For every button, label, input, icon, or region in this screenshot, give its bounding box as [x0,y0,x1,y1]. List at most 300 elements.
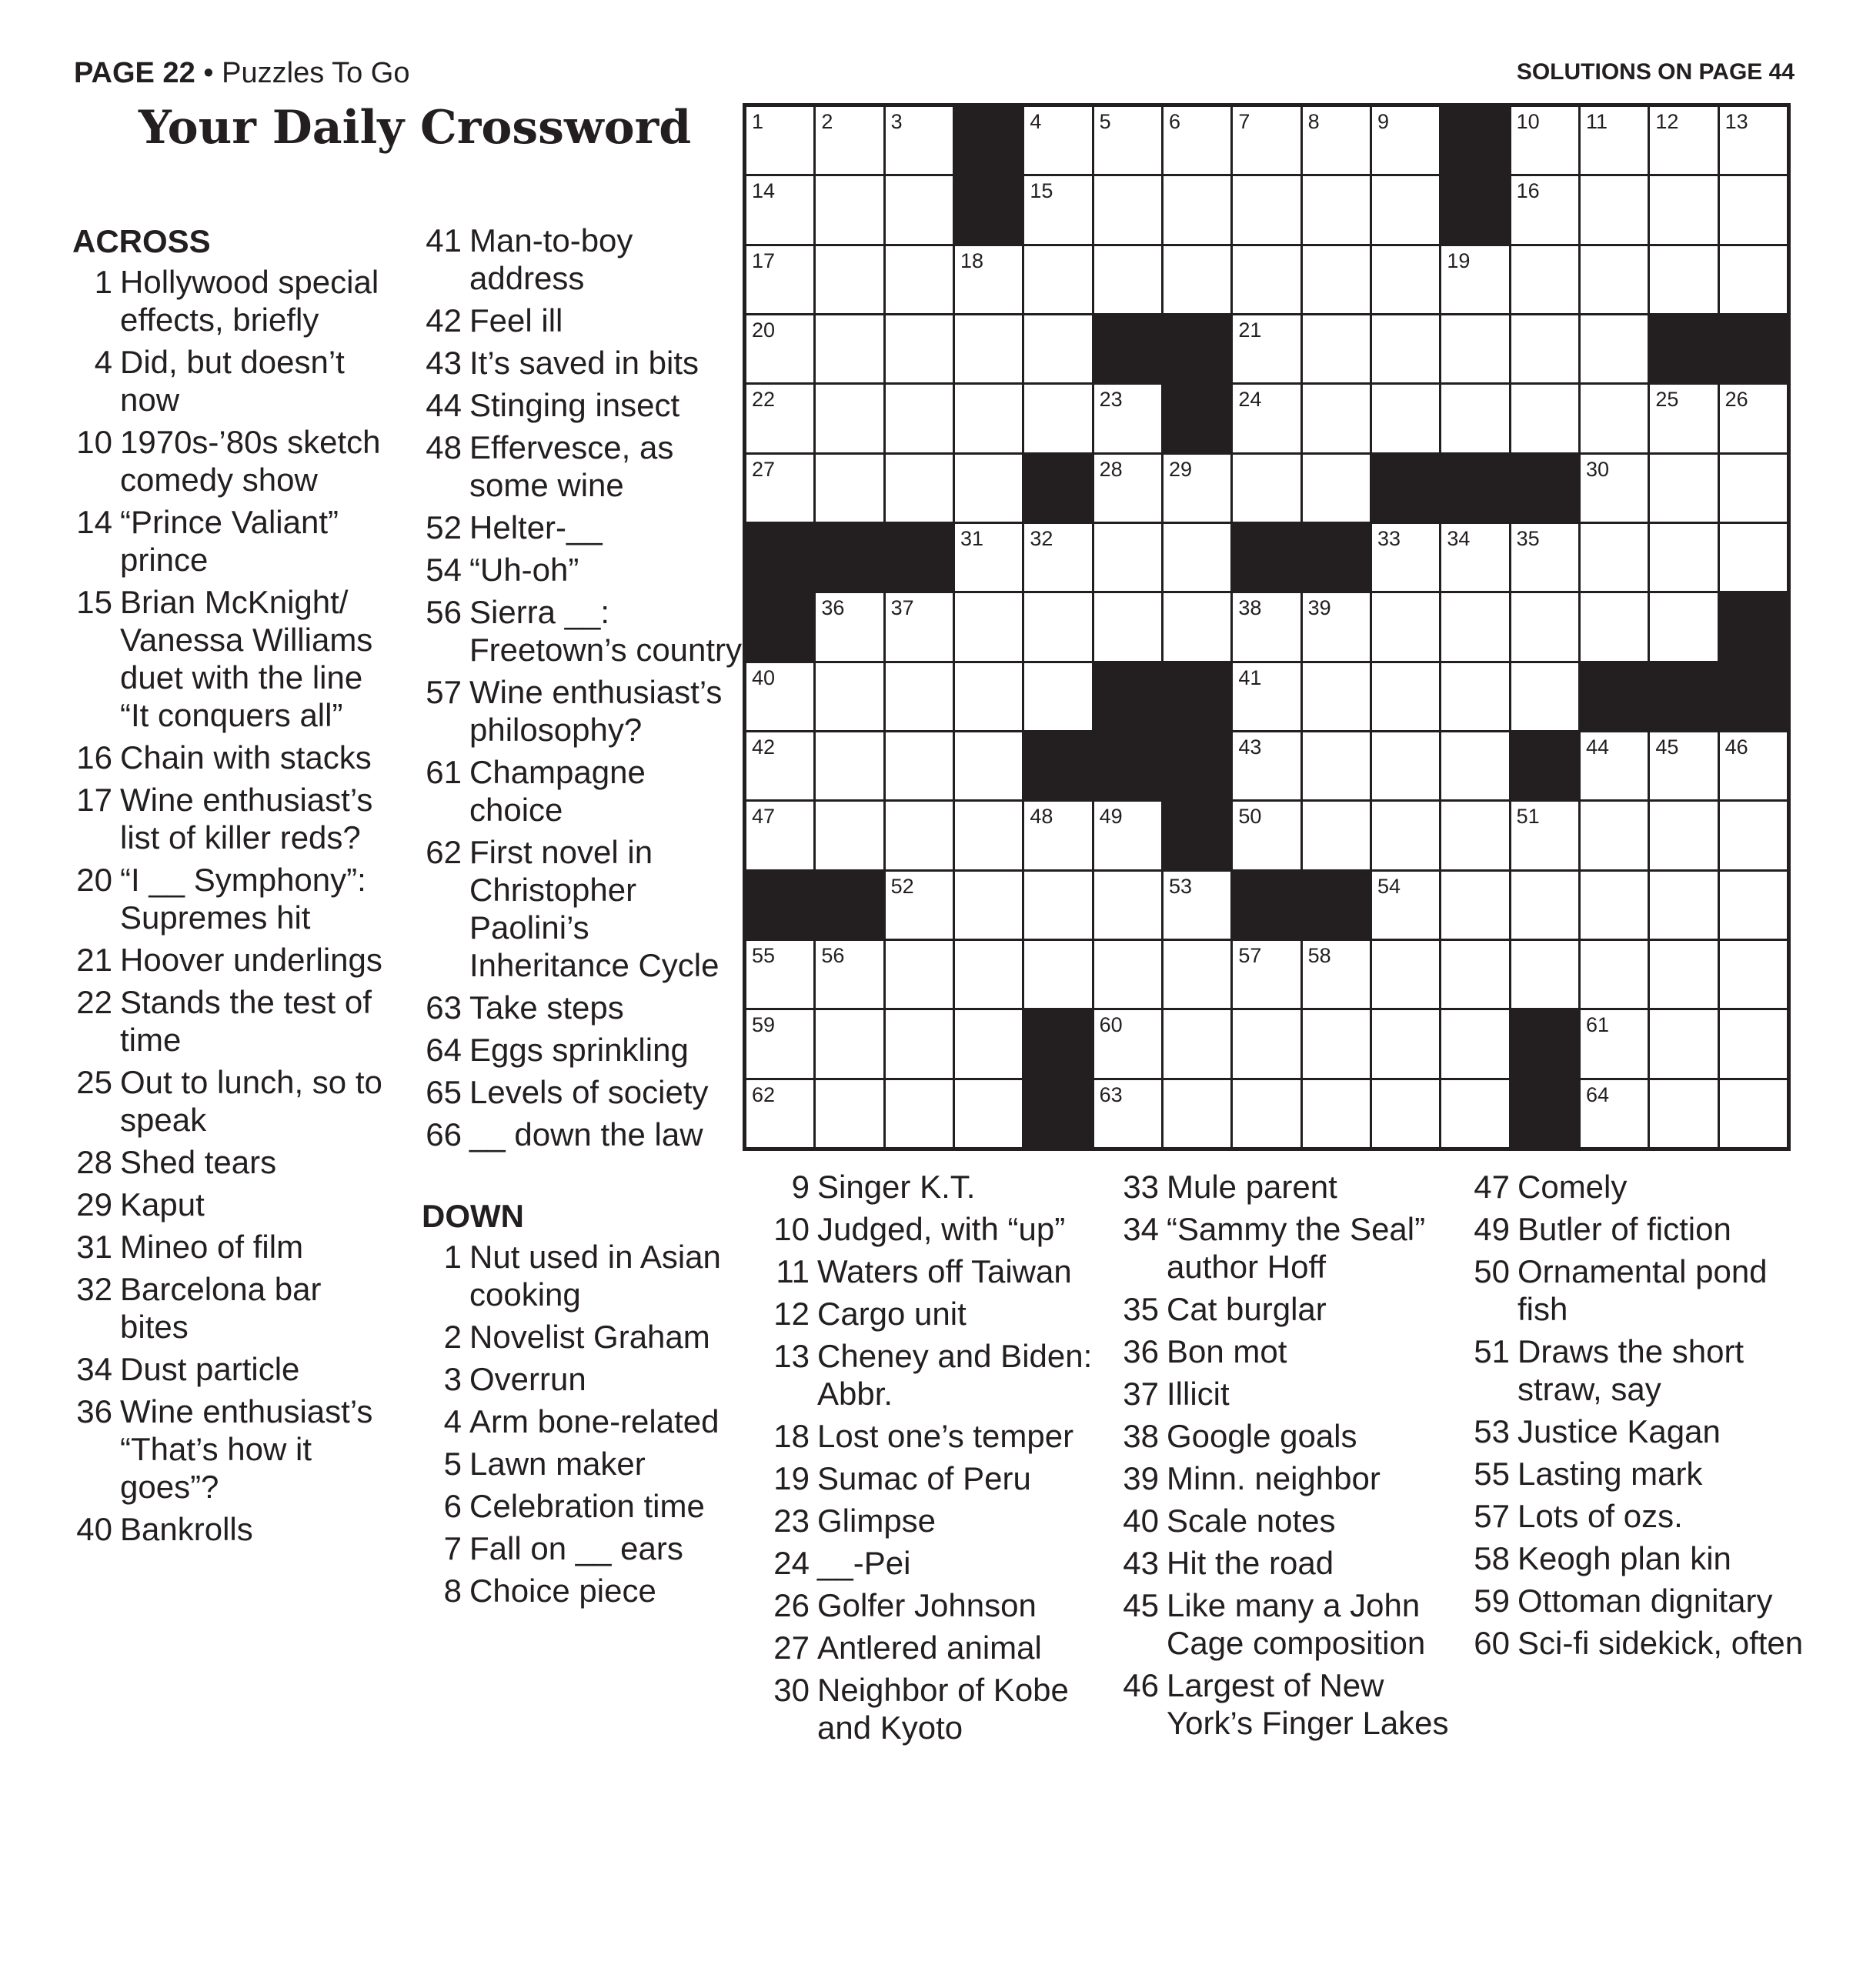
clue-text: Lawn maker [469,1446,646,1482]
grid-cell[interactable] [1372,524,1439,591]
grid-cell[interactable] [1650,1010,1717,1077]
clue-number-text: 1 [94,264,112,300]
clue-number [422,1487,469,1525]
across-clue [72,739,396,776]
grid-cell[interactable] [1581,732,1648,799]
cell-number: 38 [1238,596,1262,620]
grid-cell[interactable] [1024,802,1091,869]
grid-cell[interactable] [1720,872,1787,939]
grid-cell[interactable] [1233,315,1300,382]
grid-cell[interactable] [1720,385,1787,452]
grid-cell[interactable] [1094,246,1161,313]
grid-cell[interactable] [1094,593,1161,660]
clue-number [770,1417,817,1455]
grid-cell[interactable] [886,941,953,1008]
grid-cell[interactable] [1303,941,1370,1008]
grid-cell[interactable] [1233,941,1300,1008]
grid-cell[interactable] [1303,246,1370,313]
grid-cell[interactable] [955,385,1022,452]
clue-number [1470,1413,1517,1450]
grid-cell[interactable] [746,107,813,174]
clue-number-text: 4 [443,1403,462,1439]
grid-cell[interactable] [886,802,953,869]
grid-cell[interactable] [1441,315,1508,382]
grid-cell[interactable] [1233,802,1300,869]
clue-number [770,1295,817,1333]
grid-cell[interactable] [886,176,953,243]
grid-cell[interactable] [1511,524,1578,591]
down-clue [770,1168,1108,1206]
grid-cell[interactable] [1233,663,1300,730]
clue-number [1119,1333,1167,1370]
across-clue [422,833,745,984]
grid-cell[interactable] [955,524,1022,591]
down-clue [422,1572,745,1609]
grid-cell[interactable] [1720,455,1787,522]
grid-cell[interactable] [1233,176,1300,243]
grid-cell[interactable] [1372,385,1439,452]
grid-cell[interactable] [1303,593,1370,660]
grid-cell[interactable] [1372,107,1439,174]
grid-cell[interactable] [816,176,883,243]
grid-cell[interactable] [955,1080,1022,1147]
clue-text: Effervesce, as some wine [469,429,674,503]
clue-text: Eggs sprinkling [469,1032,689,1068]
grid-cell[interactable] [1164,455,1230,522]
across-clue [422,1116,745,1153]
grid-cell[interactable] [1303,315,1370,382]
grid-cell[interactable] [1233,732,1300,799]
across-clue [72,1228,396,1266]
grid-cell[interactable] [816,107,883,174]
clue-text: Out to lunch, so to speak [120,1064,382,1138]
clue-text: “Uh-oh” [469,552,579,588]
grid-cell[interactable] [816,315,883,382]
grid-cell[interactable] [1372,246,1439,313]
clue-number [72,343,120,419]
grid-cell[interactable] [746,246,813,313]
grid-cell[interactable] [1511,802,1578,869]
clue-number-text: 57 [426,674,462,710]
cell-number: 41 [1238,665,1262,689]
grid-cell[interactable] [1720,524,1787,591]
across-clue [72,983,396,1059]
grid-cell[interactable] [955,246,1022,313]
grid-cell[interactable] [1024,941,1091,1008]
grid-cell[interactable] [746,455,813,522]
grid-cell[interactable] [1303,455,1370,522]
grid-cell[interactable] [1581,107,1648,174]
across-heading: ACROSS [72,223,211,259]
grid-cell[interactable] [1720,1010,1787,1077]
grid-cell[interactable] [1372,663,1439,730]
grid-cell[interactable] [816,802,883,869]
grid-cell[interactable] [1094,107,1161,174]
across-clue [422,302,745,339]
cell-number: 9 [1377,110,1390,133]
clue-number [72,423,120,499]
grid-cell[interactable] [1511,107,1578,174]
grid-cell[interactable] [1303,176,1370,243]
cell-number: 3 [890,110,903,133]
grid-cell[interactable] [1581,246,1648,313]
grid-cell[interactable] [1650,1080,1717,1147]
grid-cell[interactable] [1164,941,1230,1008]
black-square [1024,1010,1091,1077]
clue-text: Sci-fi sidekick, often [1517,1625,1804,1661]
grid-cell[interactable] [1441,593,1508,660]
clue-number [1470,1582,1517,1619]
grid-cell[interactable] [1581,315,1648,382]
grid-cell[interactable] [1164,176,1230,243]
grid-cell[interactable] [1650,593,1717,660]
grid-cell[interactable] [1581,802,1648,869]
grid-cell[interactable] [1024,872,1091,939]
grid-cell[interactable] [1650,872,1717,939]
grid-cell[interactable] [1094,802,1161,869]
clue-number-text: 34 [76,1351,112,1387]
grid-cell[interactable] [1094,385,1161,452]
grid-cell[interactable] [1094,872,1161,939]
cell-number: 4 [1030,110,1042,133]
grid-cell[interactable] [1511,593,1578,660]
grid-cell[interactable] [886,872,953,939]
grid-cell[interactable] [1372,176,1439,243]
grid-cell[interactable] [1164,1010,1230,1077]
clue-number [422,302,469,339]
grid-cell[interactable] [1650,732,1717,799]
grid-cell[interactable] [955,732,1022,799]
grid-cell[interactable] [955,872,1022,939]
grid-cell[interactable] [1094,176,1161,243]
black-square [1511,1080,1578,1147]
grid-cell[interactable] [1441,732,1508,799]
grid-cell[interactable] [1720,732,1787,799]
grid-cell[interactable] [746,663,813,730]
across-clue [422,673,745,749]
clue-text: Comely [1517,1169,1628,1205]
grid-cell[interactable] [1441,385,1508,452]
cell-number: 55 [752,944,776,967]
clue-number-text: 48 [426,429,462,465]
grid-cell[interactable] [1511,385,1578,452]
grid-cell[interactable] [955,315,1022,382]
grid-cell[interactable] [746,732,813,799]
down-clue [770,1337,1108,1413]
grid-cell[interactable] [1233,455,1300,522]
grid-cell[interactable] [1650,802,1717,869]
grid-cell[interactable] [746,941,813,1008]
grid-cell[interactable] [1303,802,1370,869]
cell-number: 14 [752,179,776,203]
grid-cell[interactable] [1164,107,1230,174]
clue-number-text: 55 [1474,1456,1510,1492]
grid-cell[interactable] [1511,315,1578,382]
grid-cell[interactable] [955,455,1022,522]
grid-cell[interactable] [816,663,883,730]
clue-text: Arm bone-related [469,1403,719,1439]
clue-number-text: 65 [426,1074,462,1110]
clue-text: Hoover underlings [120,942,382,978]
grid-cell[interactable] [1233,1010,1300,1077]
grid-cell[interactable] [746,176,813,243]
grid-cell[interactable] [1441,1080,1508,1147]
clue-text: Choice piece [469,1573,656,1609]
cell-number: 2 [821,110,833,133]
down-clue [770,1586,1108,1624]
grid-cell[interactable] [1372,732,1439,799]
grid-cell[interactable] [1441,524,1508,591]
grid-cell[interactable] [1720,941,1787,1008]
grid-cell[interactable] [886,107,953,174]
grid-cell[interactable] [1372,1010,1439,1077]
grid-cell[interactable] [1720,246,1787,313]
grid-cell[interactable] [1233,593,1300,660]
down-clue [422,1238,745,1313]
grid-cell[interactable] [1233,246,1300,313]
grid-cell[interactable] [1024,107,1091,174]
clue-number-text: 42 [426,302,462,339]
grid-cell[interactable] [1024,593,1091,660]
down-clue [1470,1333,1808,1408]
clue-number-text: 9 [791,1169,810,1205]
grid-cell[interactable] [1581,524,1648,591]
grid-cell[interactable] [1441,663,1508,730]
grid-cell[interactable] [1511,941,1578,1008]
grid-cell[interactable] [955,941,1022,1008]
clue-number [1119,1502,1167,1539]
across-clue [72,1186,396,1223]
clue-number [422,593,469,669]
cell-number: 25 [1655,388,1679,412]
cell-number: 43 [1238,735,1262,759]
grid-cell[interactable] [886,385,953,452]
grid-cell[interactable] [1650,246,1717,313]
grid-cell[interactable] [886,1010,953,1077]
grid-cell[interactable] [1094,1010,1161,1077]
grid-cell[interactable] [1720,107,1787,174]
grid-cell[interactable] [816,941,883,1008]
grid-cell[interactable] [886,455,953,522]
grid-cell[interactable] [1511,246,1578,313]
cell-number: 27 [752,457,776,481]
grid-cell[interactable] [816,593,883,660]
grid-cell[interactable] [1441,1010,1508,1077]
clue-number-text: 24 [773,1545,810,1581]
grid-cell[interactable] [1024,663,1091,730]
clue-text: Wine enthusiast’s philosophy? [469,674,723,748]
cell-number: 10 [1516,110,1540,133]
grid-cell[interactable] [816,246,883,313]
header-bullet: • [203,57,214,89]
clue-number [770,1586,817,1624]
grid-cell[interactable] [746,385,813,452]
clue-text: Mule parent [1167,1169,1337,1205]
grid-cell[interactable] [1372,1080,1439,1147]
clue-text: Overrun [469,1361,586,1397]
grid-cell[interactable] [1372,802,1439,869]
grid-cell[interactable] [886,315,953,382]
grid-cell[interactable] [955,802,1022,869]
grid-cell[interactable] [886,663,953,730]
down-clue [770,1544,1108,1582]
grid-cell[interactable] [1372,593,1439,660]
grid-cell[interactable] [816,1010,883,1077]
grid-cell[interactable] [1094,1080,1161,1147]
grid-cell[interactable] [1650,455,1717,522]
clue-number-text: 56 [426,594,462,630]
grid-cell[interactable] [1581,593,1648,660]
grid-cell[interactable] [955,593,1022,660]
cell-number: 1 [752,110,764,133]
page-number: PAGE 22 [74,57,195,89]
cell-number: 6 [1169,110,1181,133]
grid-cell[interactable] [1581,941,1648,1008]
black-square [1164,315,1230,382]
grid-cell[interactable] [1720,176,1787,243]
grid-cell[interactable] [955,663,1022,730]
grid-cell[interactable] [746,1010,813,1077]
grid-cell[interactable] [1720,802,1787,869]
grid-cell[interactable] [1511,663,1578,730]
clue-number-text: 44 [426,387,462,423]
grid-cell[interactable] [1372,872,1439,939]
cell-number: 63 [1099,1082,1123,1106]
section-name: Puzzles To Go [222,57,410,89]
across-clue [422,551,745,589]
grid-cell[interactable] [1164,246,1230,313]
grid-cell[interactable] [1303,1010,1370,1077]
black-square [955,107,1022,174]
clue-text: Celebration time [469,1488,705,1524]
clue-number [1119,1544,1167,1582]
grid-cell[interactable] [1441,872,1508,939]
clue-number-text: 19 [773,1460,810,1496]
grid-cell[interactable] [1303,1080,1370,1147]
grid-cell[interactable] [886,1080,953,1147]
cell-number: 29 [1169,457,1193,481]
clue-number-text: 36 [1123,1333,1159,1369]
grid-cell[interactable] [1511,872,1578,939]
grid-cell[interactable] [886,593,953,660]
grid-cell[interactable] [1650,385,1717,452]
grid-cell[interactable] [1581,1010,1648,1077]
grid-cell[interactable] [1233,1080,1300,1147]
grid-cell[interactable] [1581,176,1648,243]
grid-cell[interactable] [816,732,883,799]
grid-cell[interactable] [1024,524,1091,591]
grid-cell[interactable] [886,246,953,313]
grid-cell[interactable] [816,455,883,522]
cell-number: 48 [1030,805,1053,829]
grid-cell[interactable] [1650,524,1717,591]
grid-cell[interactable] [816,1080,883,1147]
grid-cell[interactable] [1233,107,1300,174]
clue-text: Google goals [1167,1418,1357,1454]
grid-cell[interactable] [1094,455,1161,522]
down-clue [1470,1624,1808,1662]
grid-cell[interactable] [1511,176,1578,243]
grid-cell[interactable] [1094,524,1161,591]
grid-cell[interactable] [1303,732,1370,799]
clue-number [1119,1290,1167,1328]
grid-cell[interactable] [1650,176,1717,243]
grid-cell[interactable] [816,385,883,452]
grid-cell[interactable] [1581,1080,1648,1147]
across-clue [72,1393,396,1506]
grid-cell[interactable] [1094,941,1161,1008]
clue-number [1119,1586,1167,1662]
grid-cell[interactable] [1650,107,1717,174]
grid-cell[interactable] [1164,524,1230,591]
clue-number [72,983,120,1059]
grid-cell[interactable] [1581,872,1648,939]
grid-cell[interactable] [886,732,953,799]
black-square [1164,732,1230,799]
cell-number: 22 [752,388,776,412]
clue-number [1470,1210,1517,1248]
grid-cell[interactable] [1024,246,1091,313]
down-clue [1119,1502,1457,1539]
grid-cell[interactable] [746,315,813,382]
grid-cell[interactable] [1372,315,1439,382]
across-clue [72,503,396,579]
across-clue [422,753,745,829]
clue-text: Shed tears [120,1144,277,1180]
grid-cell[interactable] [1303,107,1370,174]
clue-number [422,1073,469,1111]
grid-cell[interactable] [1650,941,1717,1008]
black-square [1094,315,1161,382]
grid-cell[interactable] [1581,455,1648,522]
clue-number-text: 53 [1474,1413,1510,1449]
grid-cell[interactable] [1164,593,1230,660]
clue-number [422,1403,469,1440]
grid-cell[interactable] [1372,941,1439,1008]
grid-cell[interactable] [1233,385,1300,452]
grid-cell[interactable] [1164,1080,1230,1147]
down-clue [770,1210,1108,1248]
cell-number: 45 [1655,735,1679,759]
black-square [1233,524,1300,591]
grid-cell[interactable] [1441,246,1508,313]
grid-cell[interactable] [1441,941,1508,1008]
grid-cell[interactable] [1303,663,1370,730]
clue-text: Did, but doesn’t now [120,344,345,418]
down-clue [1470,1168,1808,1206]
grid-cell[interactable] [1303,385,1370,452]
grid-cell[interactable] [746,1080,813,1147]
clue-number-text: 5 [443,1446,462,1482]
grid-cell[interactable] [1441,802,1508,869]
clue-number-text: 54 [426,552,462,588]
clue-number-text: 15 [76,584,112,620]
clue-number-text: 23 [773,1503,810,1539]
grid-cell[interactable] [1024,315,1091,382]
grid-cell[interactable] [746,802,813,869]
cell-number: 24 [1238,388,1262,412]
grid-cell[interactable] [1024,385,1091,452]
grid-cell[interactable] [1581,385,1648,452]
grid-cell[interactable] [1164,872,1230,939]
clue-text: Hit the road [1167,1545,1334,1581]
grid-cell[interactable] [955,1010,1022,1077]
clue-text: Illicit [1167,1376,1230,1412]
clue-number-text: 26 [773,1587,810,1623]
grid-cell[interactable] [1720,1080,1787,1147]
grid-cell[interactable] [1024,176,1091,243]
across-clue [422,344,745,382]
